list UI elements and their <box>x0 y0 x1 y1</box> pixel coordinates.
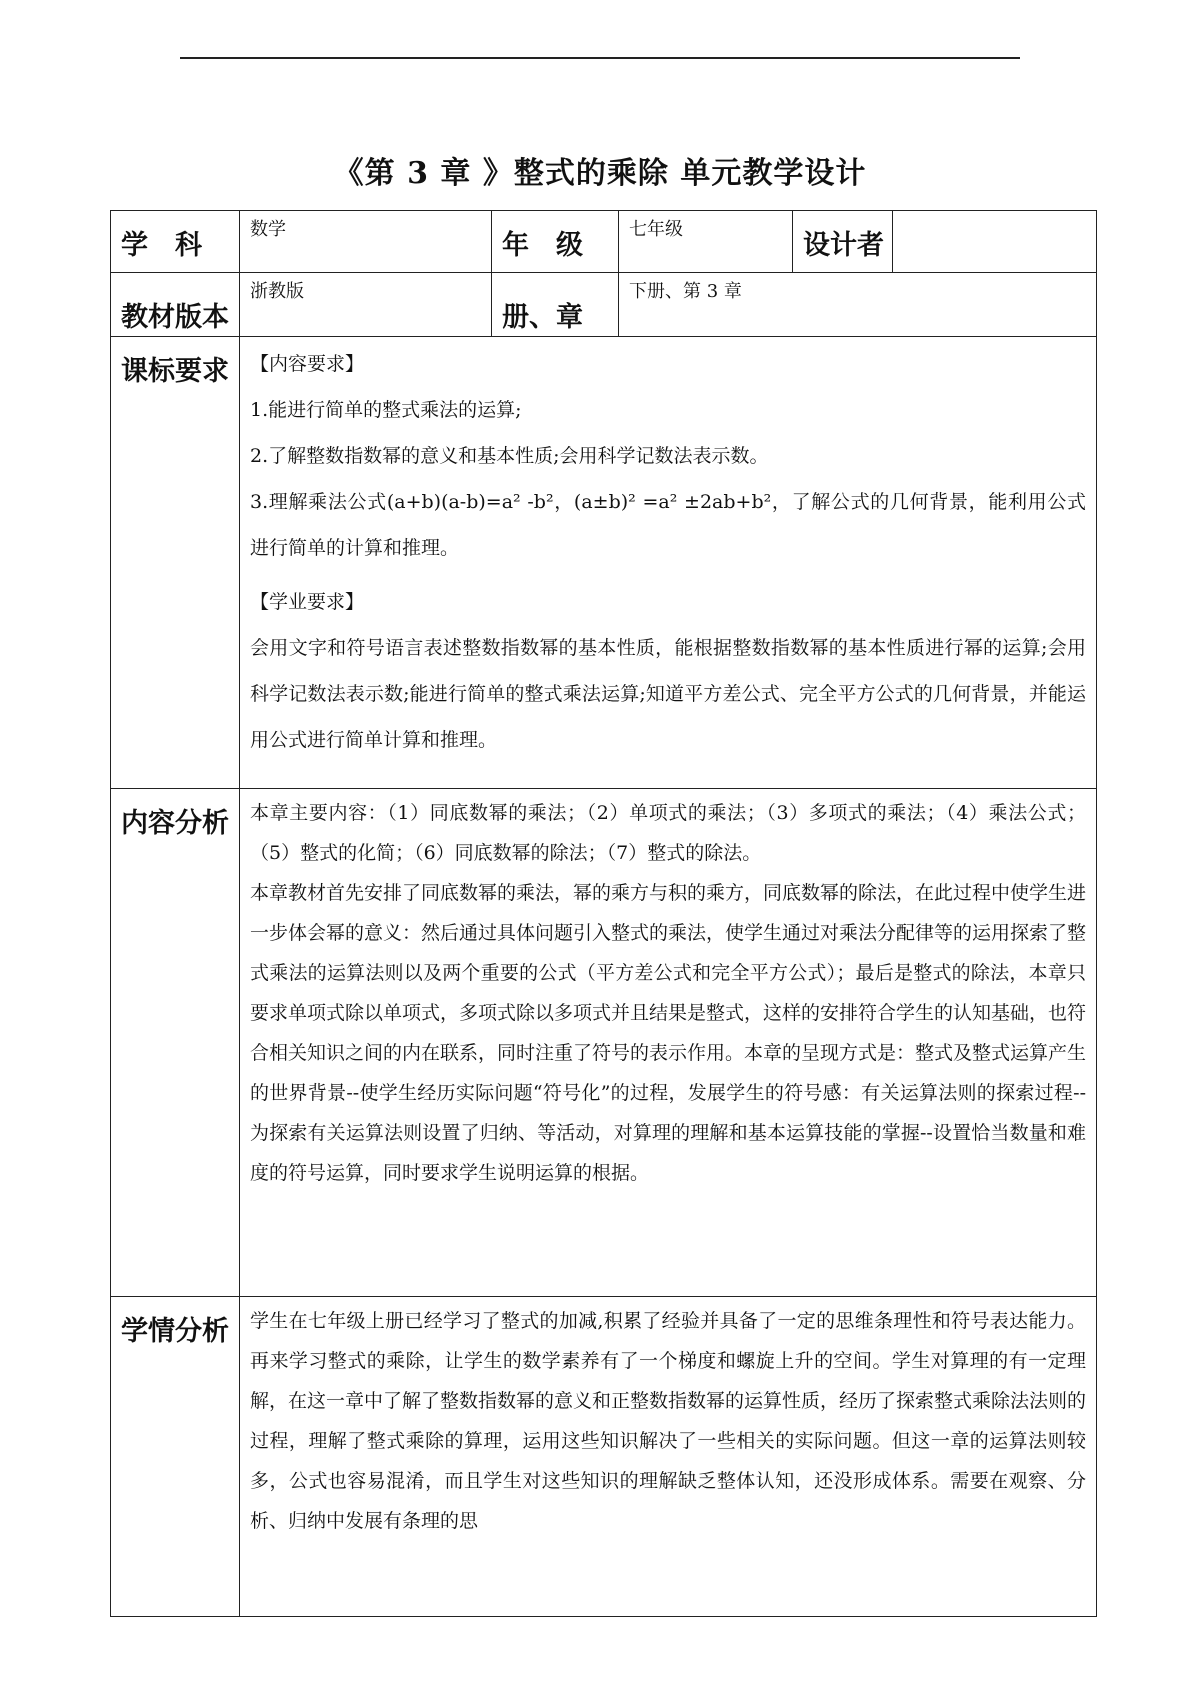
table-row-content-analysis <box>111 789 1097 1297</box>
design-table <box>110 210 1097 1617</box>
volume-value: 下册、第 3 章 <box>629 281 742 302</box>
student-analysis-body: 学生在七年级上册已经学习了整式的加减,积累了经验并具备了一定的思维条理性和符号表达能力。再来学习整式的乘除，让学生的数学素养有了一个梯度和螺旋上升的空间。学生对算理的有一定理解，在这一章中了解了整数指数幂的意义和正整数指数幂的运算性质，经历了探索整式乘除法法则的过程，理解了整式乘除的算理，运用这些知识解决了一些相关的实际问题。但这一章的运算法则较多，公式也容易混淆，而且学生对这些知识的理解缺乏整体认知，还没形成体系。需要在观察、分析、归纳中发展有条理的思 <box>250 1310 1087 1532</box>
designer-value <box>893 211 1096 215</box>
page-title: 《第 3 章 》整式的乘除 单元教学设计 <box>333 156 867 191</box>
table-row-curriculum <box>111 337 1097 789</box>
table-row-student-analysis <box>111 1297 1097 1617</box>
student-analysis-label: 学情分析 <box>121 1316 229 1347</box>
academic-requirements-heading: 【学业要求】 <box>250 591 365 613</box>
content-item-1: 1.能进行简单的整式乘法的运算; <box>250 399 522 421</box>
header-rule <box>180 57 1020 59</box>
content-analysis-content <box>240 789 1096 1199</box>
table-row-edition <box>111 273 1097 337</box>
edition-value: 浙教版 <box>250 281 304 302</box>
curriculum-content <box>240 337 1096 769</box>
edition-label: 教材版本 <box>121 302 229 333</box>
content-analysis-label: 内容分析 <box>121 808 229 839</box>
content-item-2: 2.了解整数指数幂的意义和基本性质;会用科学记数法表示数。 <box>250 445 769 467</box>
volume-label: 册、章 <box>502 302 583 333</box>
content-analysis-body: 本章教材首先安排了同底数幂的乘法，幂的乘方与积的乘方，同底数幂的除法，在此过程中使学生进一步体会幂的意义：然后通过具体问题引入整式的乘法，使学生通过对乘法分配律等的运用探索了整式乘法的运算法则以及两个重要的公式（平方差公式和完全平方公式）；最后是整式的除法，本章只要求单项式除以单项式，多项式除以多项式并且结果是整式，这样的安排符合学生的认知基础，也符合相关知识之间的内在联系，同时注重了符号的表示作用。本章的呈现方式是：整式及整式运算产生的世界背景--使学生经历实际问题“符号化”的过程，发展学生的符号感：有关运算法则的探索过程--为探索有关运算法则设置了归纳、等活动，对算理的理解和基本运算技能的掌握--设置恰当数量和难度的符号运算，同时要求学生说明运算的根据。 <box>250 882 1087 1184</box>
table-row-subject <box>111 211 1097 273</box>
content-requirements-heading: 【内容要求】 <box>250 353 365 375</box>
subject-label: 学 科 <box>121 230 202 261</box>
content-item-3: 3.理解乘法公式(a+b)(a-b)=a² -b²，(a±b)² =a² ±2ab+b²，了解公式的几何背景，能利用公式进行简单的计算和推理。 <box>250 491 1086 559</box>
academic-requirements-text: 会用文字和符号语言表述整数指数幂的基本性质，能根据整数指数幂的基本性质进行幂的运算;会用科学记数法表示数;能进行简单的整式乘法运算;知道平方差公式、完全平方公式的几何背景，并能运用公式进行简单计算和推理。 <box>250 637 1086 751</box>
student-analysis-content <box>240 1297 1096 1547</box>
subject-value: 数学 <box>250 219 286 240</box>
grade-label: 年 级 <box>502 230 583 261</box>
content-analysis-summary: 本章主要内容：（1）同底数幂的乘法；（2）单项式的乘法；（3）多项式的乘法；（4）乘法公式；（5）整式的化简；（6）同底数幂的除法；（7）整式的除法。 <box>250 802 1086 864</box>
grade-value: 七年级 <box>629 219 683 240</box>
curriculum-label: 课标要求 <box>121 356 229 387</box>
designer-label: 设计者 <box>803 230 884 261</box>
